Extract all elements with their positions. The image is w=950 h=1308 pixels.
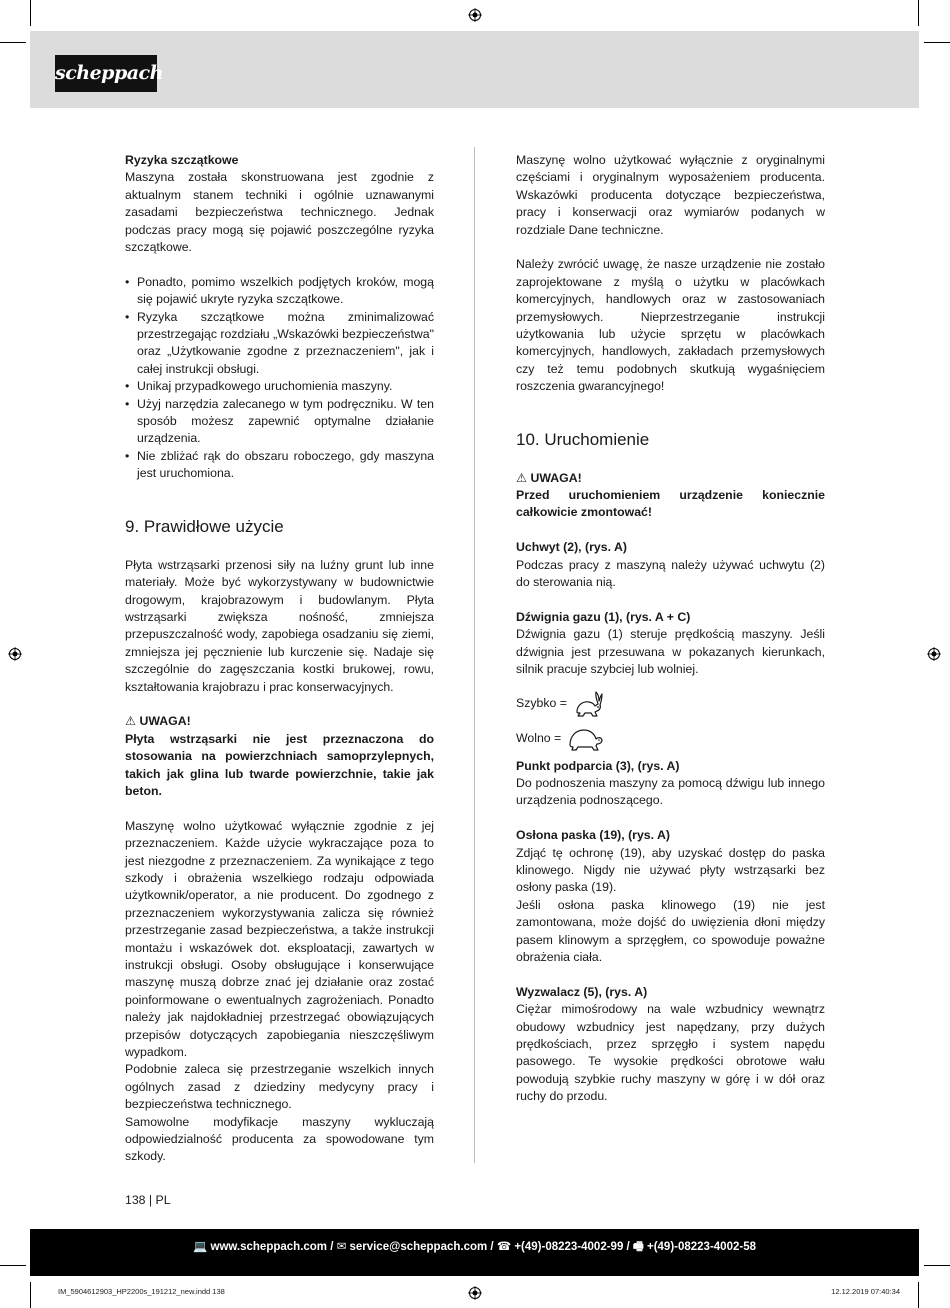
intended-use-text: Płyta wstrząsarki przenosi siły na luźny grunt lub inne materiały. Może być wykorzystywany w budownictwie drogowym, krajobrazowym i budowlanym. Płyta wstrząsarki zwiększa nośność, zmniejsza przepuszczalność wody, zapobiega osadzaniu się ziemi, zmniejsza jej pęcznienie lub kurczenie się. Nadaje się szczególnie do zagęszczania kostki brukowej, rowu, kształtowania krajobrazu i prac konserwacyjnych. — [125, 557, 434, 694]
left-column — [125, 152, 434, 1166]
handle-text: Podczas pracy z maszyną należy używać uchwytu (2) do sterowania nią. — [516, 557, 825, 590]
crop-mark — [918, 1282, 919, 1308]
list-item: • Nie zbliżać rąk do obszaru roboczego, gdy maszyna jest uruchomiona. — [125, 448, 434, 483]
medical-text: Podobnie zaleca się przestrzeganie wszelkich innych ogólnych zasad z dziedziny medycyny pracy i bezpieczeństwa technicznego. — [125, 1062, 434, 1112]
crop-mark — [918, 0, 919, 26]
commercial-use-text: Należy zwrócić uwagę, że nasze urządzenie nie zostało zaprojektowane z myślą o użytku w placówkach komercyjnych, handlowych oraz w zastosowaniach przemysłowych. Nieprzestrzeganie instrukcji użytkowania lub użycie sprzętu w placówkach komercyjnych, handlowych, zakładach przemysłowych czy też temu podobnych skutkują wygaśnięciem roszczenia gwarancyjnego! — [516, 257, 825, 394]
registration-mark-icon — [927, 647, 941, 661]
belt-guard-warning-text: Jeśli osłona paska klinowego (19) nie jest zamontowana, może dojść do uwięzienia dłoni między pasem klinowym a sprzęgłem, co spowoduje poważne obrażenia ciała. — [516, 897, 825, 964]
list-item: • Unikaj przypadkowego uruchomienia maszyny. — [125, 378, 434, 395]
brand-logo: scheppach — [55, 55, 157, 92]
crop-mark — [30, 0, 31, 26]
modification-text: Samowolne modyfikacje maszyny wykluczają odpowiedzialność producenta za spowodowane tym szkody. — [125, 1114, 434, 1164]
residual-risks-list — [125, 274, 434, 483]
slug-date: 12.12.2019 07:40:34 — [831, 1287, 900, 1296]
usage-text: Maszynę wolno użytkować wyłącznie zgodnie z jej przeznaczeniem. Każde użycie wykraczające poza to jest niezgodne z przeznaczeniem. Za wynikające z tego szkody i obrażenia wszelkiego rodzaju odpowiada użytkownik/operator, a nie producent. Do zgodnego z przeznaczeniem wykorzystywania zalicza się również przestrzeganie zasad bezpieczeństwa, a także instrukcji montażu i wskazówek dot. eksploatacji, zawartych w instrukcji obsługi. Osoby obsługujące i konserwujące maszynę muszą dobrze znać jej działanie oraz zostać poinformowane o ewentualnych zagrożeniach. Ponadto należy jak najdokładniej przestrzegać obowiązujących przepisów dotyczących zapobiegania nieszczęśliwym wypadkom. — [125, 818, 434, 1060]
registration-mark-icon — [8, 647, 22, 661]
throttle-heading: Dźwignia gazu (1), (rys. A + C) — [516, 609, 691, 624]
section-10-title: 10. Uruchomienie — [516, 429, 650, 449]
footer-band — [30, 1229, 919, 1276]
crop-mark — [0, 42, 26, 43]
crop-mark — [924, 42, 950, 43]
right-column — [516, 152, 825, 1106]
warning-text: Płyta wstrząsarki nie jest przeznaczona do stosowania na powierzchniach samoprzylepnych, takich jak glina lub twarde powierzchnie, takie jak beton. — [125, 731, 434, 798]
rabbit-icon — [573, 690, 603, 718]
footer-contact-line: 💻 www.scheppach.com / ✉ service@scheppach.com / ☎ +(49)-08223-4002-99 / 🖷 +(49)-08223-4002-58 — [193, 1241, 756, 1253]
belt-guard-text: Zdjąć tę ochronę (19), aby uzyskać dostęp do paska klinowego. Nigdy nie używać płyty wstrząsarki bez osłony paska (19). — [516, 845, 825, 895]
registration-mark-icon — [468, 8, 482, 22]
slow-indicator — [516, 724, 825, 754]
fast-indicator — [516, 689, 825, 719]
section-9-title: 9. Prawidłowe użycie — [125, 516, 284, 536]
page-number: 138 | PL — [125, 1193, 171, 1207]
crop-mark — [30, 1282, 31, 1308]
handle-heading: Uchwyt (2), (rys. A) — [516, 540, 627, 555]
residual-risks-text: Maszyna została skonstruowana jest zgodnie z aktualnym stanem techniki i ogólnie uznawanymi zasadami bezpieczeństwa technicznego. Jednak podczas pracy mogą się pojawić poszczególne ryzyka szczątkowe. — [125, 170, 434, 255]
throttle-text: Dźwignia gazu (1) steruje prędkością maszyny. Jeśli dźwignia jest przesuwana w pokazanych kierunkach, silnik pracuje szybciej lub wolniej. — [516, 627, 825, 677]
belt-guard-heading: Osłona paska (19), (rys. A) — [516, 828, 670, 843]
warning-label: ⚠ UWAGA! — [516, 470, 582, 485]
lift-point-text: Do podnoszenia maszyny za pomocą dźwigu lub innego urządzenia podnoszącego. — [516, 775, 825, 808]
slug-file: IM_5904612903_HP2200s_191212_new.indd 138 — [58, 1287, 225, 1296]
list-item: • Ryzyka szczątkowe można zminimalizować przestrzegając rozdziału „Wskazówki bezpieczeństwa" oraz „Użytkowanie zgodne z przeznaczeniem", jak i całej instrukcji obsługi. — [125, 309, 434, 379]
list-item: • Użyj narzędzia zalecanego w tym podręczniku. W ten sposób możesz zapewnić optymalne działanie urządzenia. — [125, 396, 434, 448]
slow-label: Wolno = — [516, 730, 562, 745]
warning-label: ⚠ UWAGA! — [125, 714, 191, 729]
column-divider — [474, 147, 475, 1163]
lift-point-heading: Punkt podparcia (3), (rys. A) — [516, 758, 680, 773]
crop-mark — [0, 1265, 26, 1266]
fast-label: Szybko = — [516, 695, 567, 710]
list-item: • Ponadto, pomimo wszelkich podjętych kroków, mogą się pojawić ukryte ryzyka szczątkowe. — [125, 274, 434, 309]
warning-text: Przed uruchomieniem urządzenie koniecznie całkowicie zmontować! — [516, 488, 825, 520]
registration-mark-icon — [468, 1286, 482, 1300]
exciter-heading: Wyzwalacz (5), (rys. A) — [516, 984, 648, 999]
turtle-icon — [567, 726, 603, 752]
header-band — [30, 31, 919, 108]
residual-risks-heading: Ryzyka szczątkowe — [125, 153, 239, 167]
exciter-text: Ciężar mimośrodowy na wale wzbudnicy wewnątrz obudowy wzbudnicy jest napędzany, przy dużych prędkościach, przez sprzęgło i system napędu pasowego. Te wysokie prędkości obrotowe wału powodują szybkie ruchy maszyny w górę i w dół oraz ruchy do przodu. — [516, 1002, 825, 1104]
original-parts-text: Maszynę wolno użytkować wyłącznie z oryginalnymi częściami i oryginalnym wyposażeniem producenta. Wskazówki producenta dotyczące bezpieczeństwa, pracy i konserwacji oraz wymiarów podanych w rozdziale Dane techniczne. — [516, 153, 825, 237]
crop-mark — [924, 1265, 950, 1266]
